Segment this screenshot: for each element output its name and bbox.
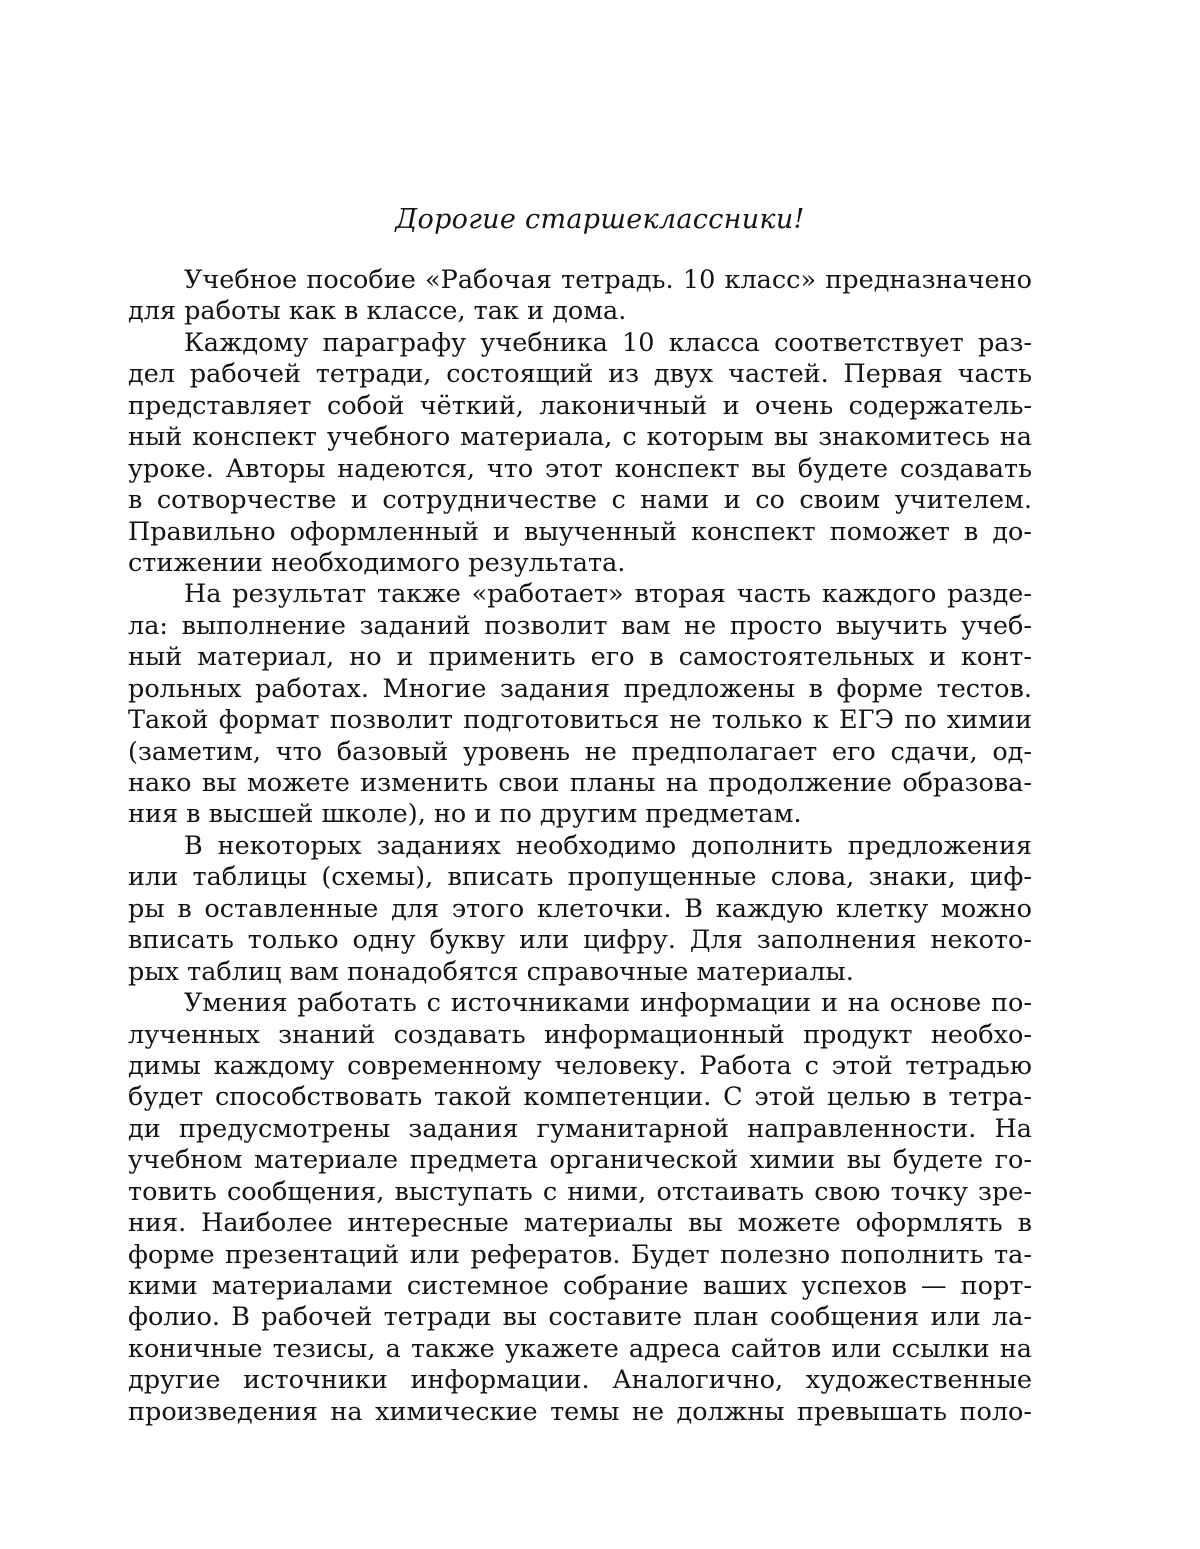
- text-line: фолио. В рабочей тетради вы составите план сообщения или ла-: [128, 1302, 1032, 1333]
- text-line: ла: выполнение заданий позволит вам не просто выучить учеб-: [128, 610, 1032, 641]
- text-line: или таблицы (схемы), вписать пропущенные слова, знаки, циф-: [128, 862, 1032, 893]
- text-line: другие источники информации. Аналогично, художественные: [128, 1365, 1032, 1396]
- text-line: товить сообщения, выступать с ними, отстаивать свою точку зре-: [128, 1176, 1032, 1207]
- text-line: стижении необходимого результата.: [128, 547, 626, 578]
- text-line: коничные тезисы, а также укажете адреса сайтов или ссылки на: [128, 1333, 1032, 1364]
- text-line: Учебное пособие «Рабочая тетрадь. 10 класс» предназначено: [184, 265, 1032, 295]
- text-line: ди предусмотрены задания гуманитарной направленности. На: [128, 1113, 1032, 1144]
- text-line: произведения на химические темы не должны превышать поло-: [128, 1396, 1032, 1427]
- text-line: ния в высшей школе), но и по другим предметам.: [128, 799, 802, 830]
- text-line: будет способствовать такой компетенции. С этой целью в тетра-: [128, 1082, 1032, 1113]
- text-line: ры в оставленные для этого клеточки. В каждую клетку можно: [128, 893, 1032, 924]
- text-line: вписать только одну букву или цифру. Для заполнения некото-: [128, 925, 1032, 956]
- text-line: Умения работать с источниками информации и на основе по-: [184, 988, 1032, 1019]
- text-line: ния. Наиболее интересные материалы вы можете оформлять в: [128, 1208, 1032, 1239]
- text-line: дел рабочей тетради, состоящий из двух частей. Первая часть: [128, 359, 1032, 390]
- text-line: уроке. Авторы надеются, что этот конспект вы будете создавать: [128, 453, 1032, 484]
- text-line: кими материалами системное собрание ваших успехов — порт-: [128, 1271, 1032, 1301]
- text-line: Каждому параграфу учебника 10 класса соответствует раз-: [184, 327, 1032, 358]
- text-line: Правильно оформленный и выученный конспект поможет в до-: [128, 516, 1032, 547]
- text-line: в сотворчестве и сотрудничестве с нами и со своим учителем.: [128, 485, 1032, 516]
- paragraph: [128, 988, 1032, 1428]
- body-text: [128, 265, 1032, 1428]
- text-line: ный конспект учебного материала, с которым вы знакомитесь на: [128, 422, 1032, 453]
- page-heading: Дорогие старшеклассники!: [395, 204, 805, 235]
- text-line: нако вы можете изменить свои планы на продолжение образова-: [128, 768, 1032, 798]
- paragraph: [128, 265, 1032, 328]
- text-line: димы каждому современному человеку. Работа с этой тетрадью: [128, 1050, 1032, 1081]
- paragraph: [128, 831, 1032, 988]
- text-line: (заметим, что базовый уровень не предполагает его сдачи, од-: [128, 736, 1032, 767]
- text-line: В некоторых заданиях необходимо дополнить предложения: [184, 830, 1032, 861]
- text-line: форме презентаций или рефератов. Будет полезно пополнить та-: [128, 1239, 1032, 1270]
- text-line: ный материал, но и применить его в самостоятельных и конт-: [128, 642, 1032, 673]
- text-line: представляет собой чёткий, лаконичный и очень содержатель-: [128, 390, 1032, 421]
- text-line: рольных работах. Многие задания предложены в форме тестов.: [128, 673, 1032, 704]
- text-line: для работы как в классе, так и дома.: [128, 296, 627, 327]
- text-line: На результат также «работает» вторая часть каждого разде-: [184, 579, 1032, 610]
- text-line: Такой формат позволит подготовиться не только к ЕГЭ по химии: [128, 705, 1032, 736]
- paragraph: [128, 328, 1032, 580]
- text-line: лученных знаний создавать информационный продукт необхо-: [128, 1019, 1032, 1050]
- paragraph: [128, 579, 1032, 831]
- text-line: рых таблиц вам понадобятся справочные материалы.: [128, 956, 854, 987]
- text-line: учебном материале предмета органической химии вы будете го-: [128, 1145, 1032, 1176]
